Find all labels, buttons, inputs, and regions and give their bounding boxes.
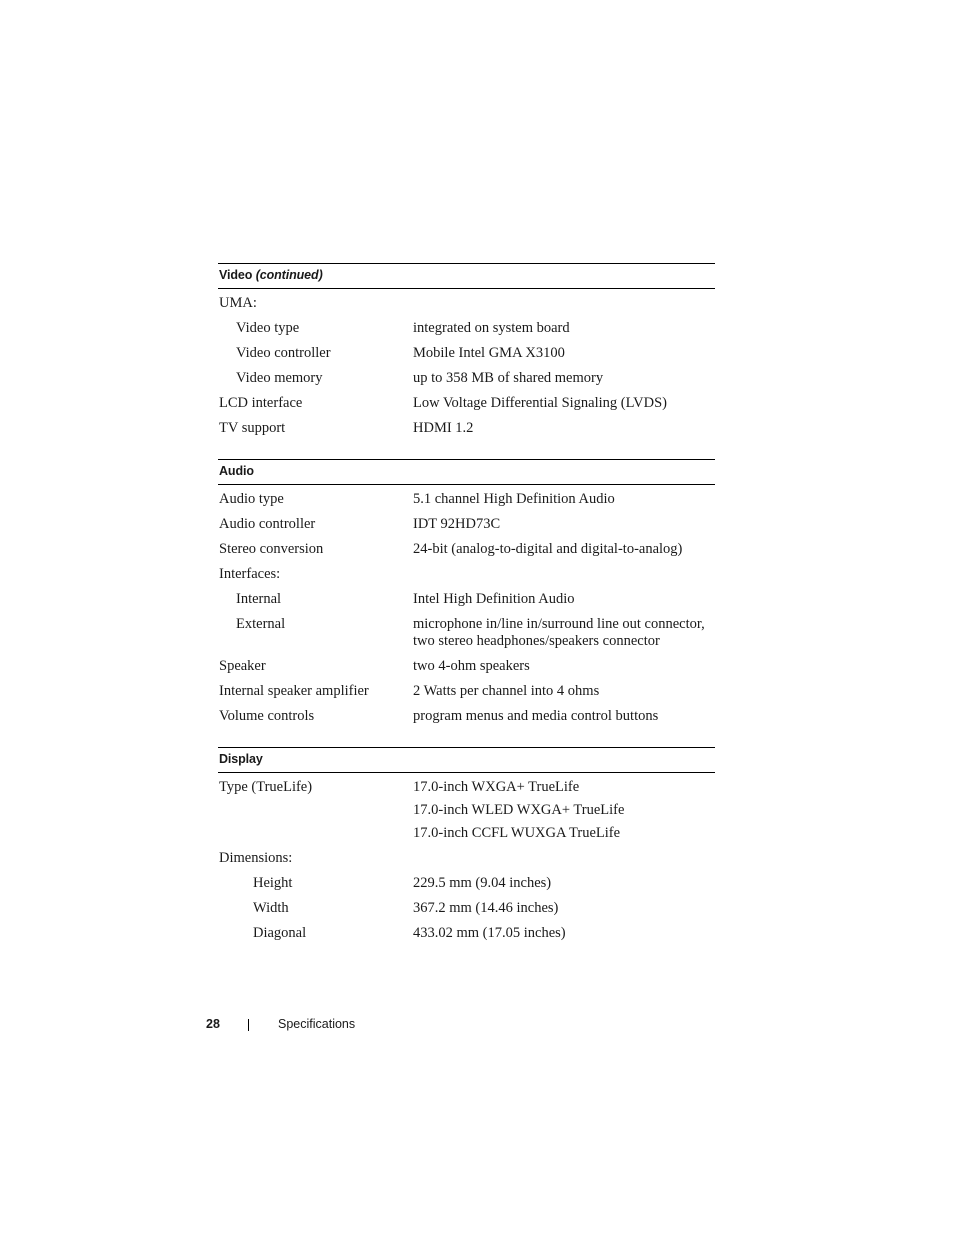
spec-label: Video controller — [236, 345, 331, 361]
spec-label: Width — [253, 900, 289, 916]
spec-label: UMA: — [219, 295, 257, 311]
spec-value: up to 358 MB of shared memory — [413, 370, 604, 386]
display-section — [218, 747, 715, 946]
spec-label: Height — [253, 875, 293, 891]
display-section-title: Display — [219, 752, 263, 766]
spec-value: IDT 92HD73C — [413, 516, 501, 532]
spec-label: Volume controls — [219, 708, 315, 724]
video-section-header — [218, 263, 715, 289]
spec-value: two 4-ohm speakers — [413, 658, 530, 674]
specifications-table — [218, 263, 715, 964]
spec-label: Type (TrueLife) — [219, 779, 313, 795]
spec-label: Diagonal — [253, 925, 307, 941]
spec-value: 433.02 mm (17.05 inches) — [413, 925, 566, 941]
spec-label: Speaker — [219, 658, 266, 674]
video-section — [218, 263, 715, 441]
display-section-header — [218, 747, 715, 773]
spec-value: Intel High Definition Audio — [413, 591, 575, 607]
spec-value: 367.2 mm (14.46 inches) — [413, 900, 559, 916]
spec-label: Audio controller — [219, 516, 316, 532]
spec-row-speaker — [218, 654, 715, 679]
spec-label: Interfaces: — [219, 566, 281, 582]
spec-label: LCD interface — [219, 395, 303, 411]
spec-row-external — [218, 612, 715, 654]
spec-label: Audio type — [219, 491, 284, 507]
spec-value: 5.1 channel High Definition Audio — [413, 491, 615, 507]
spec-row-video-controller — [218, 341, 715, 366]
spec-row-uma — [218, 291, 715, 316]
spec-row-interfaces — [218, 562, 715, 587]
spec-row-lcd-interface — [218, 391, 715, 416]
spec-label: Stereo conversion — [219, 541, 324, 557]
audio-section-title: Audio — [219, 464, 254, 478]
spec-label: Dimensions: — [219, 850, 293, 866]
spec-value: Low Voltage Differential Signaling (LVDS) — [413, 395, 667, 411]
spec-row-internal — [218, 587, 715, 612]
spec-label: Video memory — [236, 370, 323, 386]
audio-section — [218, 459, 715, 729]
spec-value-line: microphone in/line in/surround line out connector, — [413, 616, 705, 632]
spec-label: Internal speaker amplifier — [219, 683, 369, 699]
spec-value: 17.0-inch WLED WXGA+ TrueLife — [413, 802, 625, 818]
spec-value: integrated on system board — [413, 320, 570, 336]
page-number: 28 — [206, 1017, 220, 1031]
spec-label: TV support — [219, 420, 286, 436]
spec-value: 17.0-inch WXGA+ TrueLife — [413, 779, 580, 795]
spec-row-diagonal — [218, 921, 715, 946]
spec-row-display-type-2 — [218, 800, 715, 823]
footer-section-title: Specifications — [278, 1017, 356, 1031]
spec-row-video-memory — [218, 366, 715, 391]
spec-value: 2 Watts per channel into 4 ohms — [413, 683, 600, 699]
spec-row-tv-support — [218, 416, 715, 441]
spec-value — [413, 616, 715, 650]
spec-label: Video type — [236, 320, 300, 336]
footer-divider — [248, 1019, 249, 1031]
spec-row-video-type — [218, 316, 715, 341]
spec-row-stereo-conversion — [218, 537, 715, 562]
spec-label: External — [236, 616, 286, 632]
video-section-title: Video — [219, 268, 253, 282]
spec-row-amplifier — [218, 679, 715, 704]
audio-section-header — [218, 459, 715, 485]
spec-row-height — [218, 871, 715, 896]
spec-value: 17.0-inch CCFL WUXGA TrueLife — [413, 825, 621, 841]
spec-value: HDMI 1.2 — [413, 420, 474, 436]
spec-row-audio-type — [218, 487, 715, 512]
spec-row-width — [218, 896, 715, 921]
spec-row-audio-controller — [218, 512, 715, 537]
spec-row-display-type-3 — [218, 823, 715, 846]
spec-value-line: two stereo headphones/speakers connector — [413, 633, 660, 649]
spec-value: 229.5 mm (9.04 inches) — [413, 875, 552, 891]
spec-value: program menus and media control buttons — [413, 708, 659, 724]
continued-note: (continued) — [255, 268, 323, 282]
spec-row-volume-controls — [218, 704, 715, 729]
spec-row-display-type — [218, 775, 715, 800]
spec-label: Internal — [236, 591, 282, 607]
spec-value: 24-bit (analog-to-digital and digital-to-analog) — [413, 541, 683, 557]
spec-row-dimensions — [218, 846, 715, 871]
spec-value: Mobile Intel GMA X3100 — [413, 345, 565, 361]
